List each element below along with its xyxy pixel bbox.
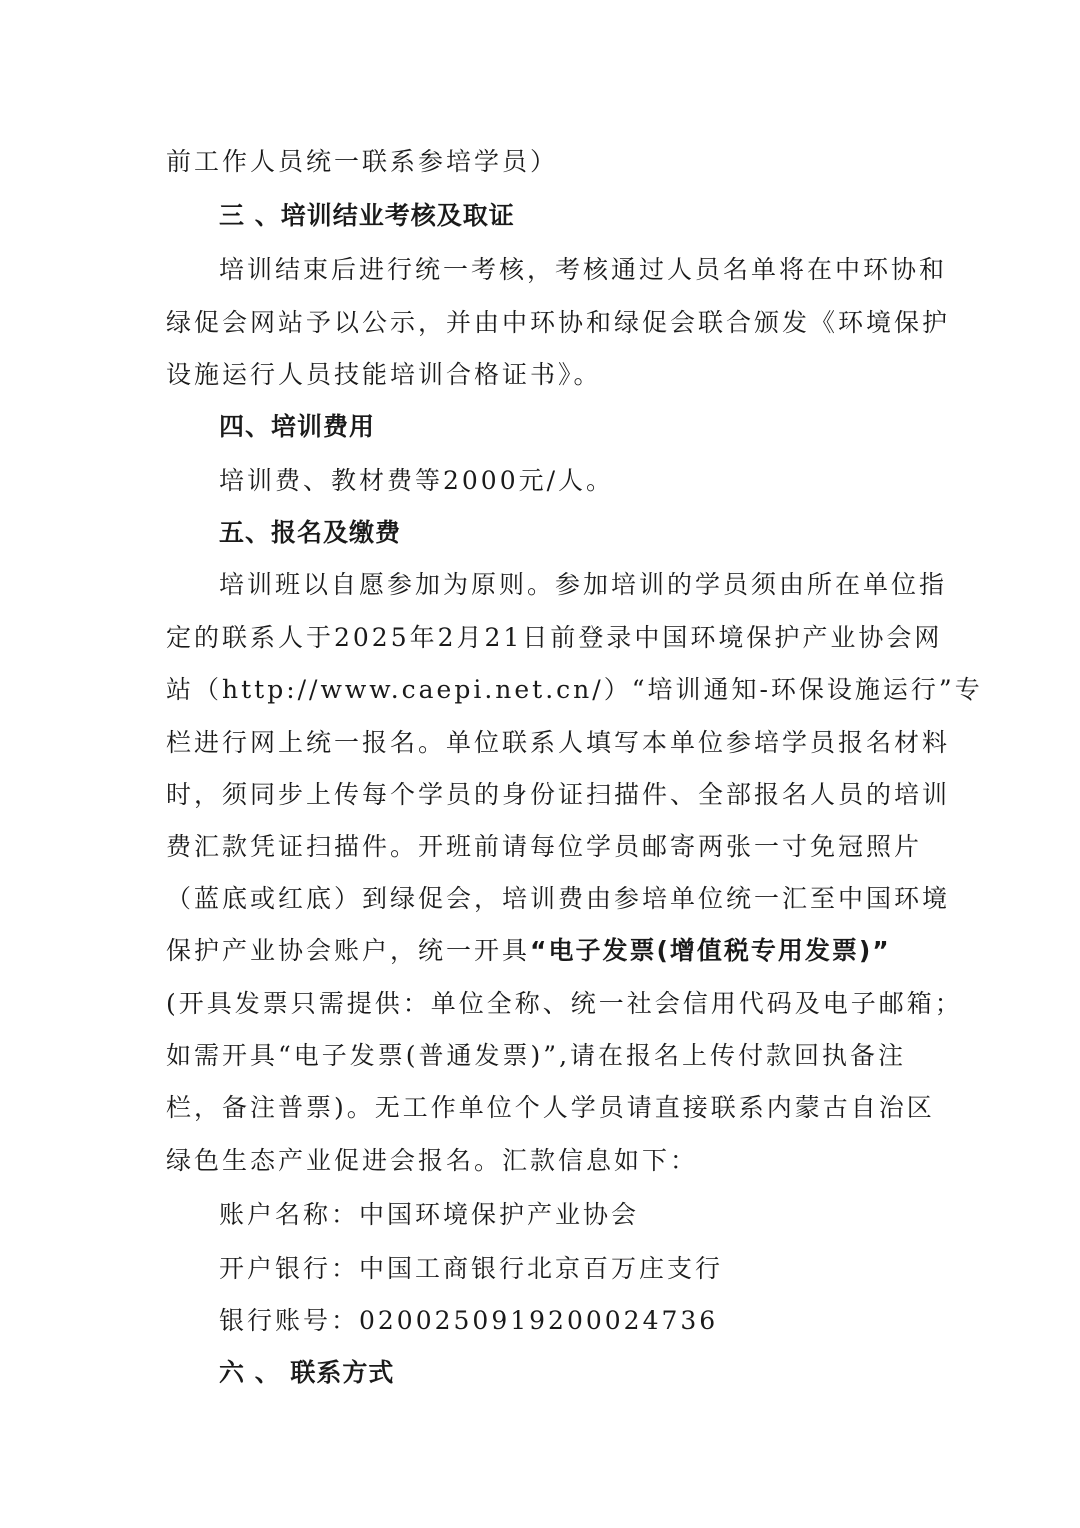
paragraph-line xyxy=(166,934,926,968)
paragraph-line: 费汇款凭证扫描件。开班前请每位学员邮寄两张一寸免冠照片 xyxy=(166,832,923,861)
section-heading-6: 六 、 联系方式 xyxy=(219,1358,395,1387)
paragraph-line: 绿色生态产业促进会报名。汇款信息如下： xyxy=(166,1146,699,1175)
paragraph-line: 定的联系人于2025年2月21日前登录中国环境保护产业协会网 xyxy=(166,623,943,652)
account-name-line: 账户名称：中国环境保护产业协会 xyxy=(219,1200,640,1229)
section-heading-5: 五、报名及缴费 xyxy=(219,518,402,547)
paragraph-line: 培训结束后进行统一考核，考核通过人员名单将在中环协和 xyxy=(219,255,948,284)
paragraph-line: (开具发票只需提供：单位全称、统一社会信用代码及电子邮箱； xyxy=(166,989,963,1018)
paragraph-line: 栏进行网上统一报名。单位联系人填写本单位参培学员报名材料 xyxy=(166,728,951,757)
paragraph-text: 保护产业协会账户，统一开具 xyxy=(166,936,531,965)
section-heading-3: 三 、培训结业考核及取证 xyxy=(219,201,515,230)
paragraph-line: 设施运行人员技能培训合格证书》。 xyxy=(166,360,602,389)
account-number-line: 银行账号：0200250919200024736 xyxy=(219,1306,719,1335)
section-heading-4: 四、培训费用 xyxy=(219,412,376,441)
paragraph-line: 栏，备注普票)。无工作单位个人学员请直接联系内蒙古自治区 xyxy=(166,1093,935,1122)
paragraph-line: 如需开具“电子发票(普通发票)”,请在报名上传付款回执备注 xyxy=(166,1041,907,1070)
paragraph-line: 时，须同步上传每个学员的身份证扫描件、全部报名人员的培训 xyxy=(166,780,951,809)
paragraph-line: 培训班以自愿参加为原则。参加培训的学员须由所在单位指 xyxy=(219,570,948,599)
bank-name-line: 开户银行：中国工商银行北京百万庄支行 xyxy=(219,1254,724,1283)
paragraph-line: 绿促会网站予以公示，并由中环协和绿促会联合颁发《环境保护 xyxy=(166,308,951,337)
paragraph-line: 前工作人员统一联系参培学员） xyxy=(166,147,559,176)
paragraph-line: 站（http://www.caepi.net.cn/）“培训通知-环保设施运行”专 xyxy=(166,675,983,704)
invoice-type-emphasis: “电子发票(增值税专用发票)” xyxy=(530,936,891,965)
paragraph-line: （蓝底或红底）到绿促会，培训费由参培单位统一汇至中国环境 xyxy=(166,884,951,913)
paragraph-line: 培训费、教材费等2000元/人。 xyxy=(219,466,615,495)
